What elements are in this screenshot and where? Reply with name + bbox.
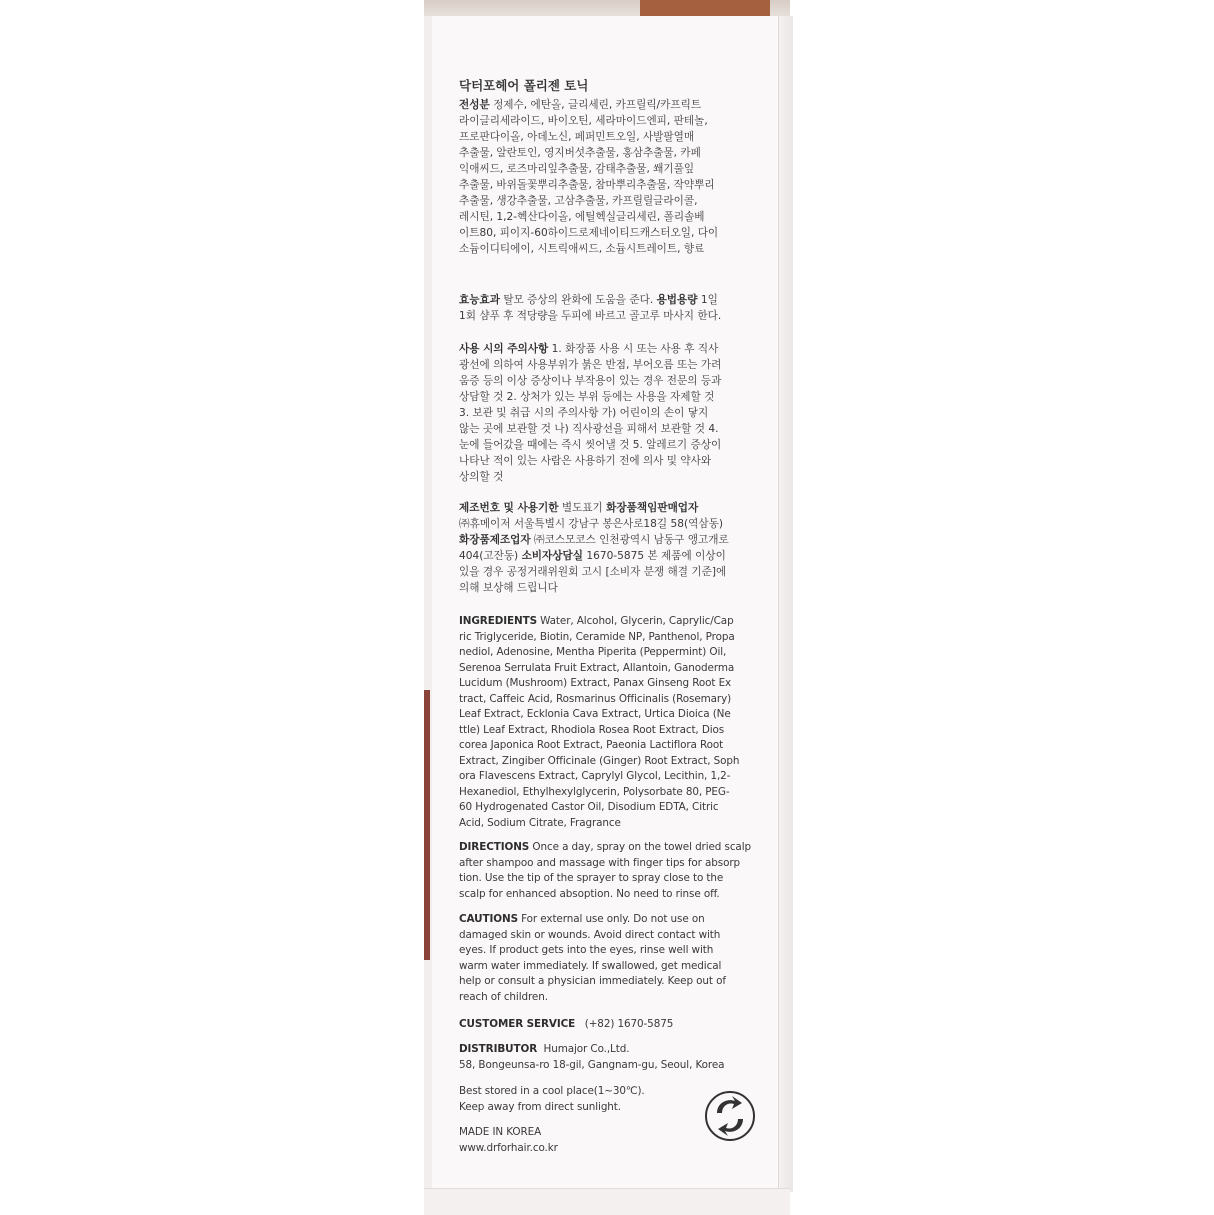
english-directions-first: Once a day, spray on the towel dried scalp xyxy=(532,841,751,853)
customer-service-line xyxy=(459,1017,761,1033)
english-directions-label: DIRECTIONS xyxy=(459,841,530,853)
distributor-address: 58, Bongeunsa-ro 18-gil, Gangnam-gu, Seoul, Korea xyxy=(459,1058,725,1071)
website-text: www.drforhair.co.kr xyxy=(459,1141,558,1154)
korean-ingredients-text: 정제수, 에탄올, 글리세린, 카프릴릭/카프릭트 라이글리세라이드, 바이오틴, 세라마이드엔피, 판테놀, 프로판다이올, 아데노신, 페퍼민트오일, 사발팔열매 추출물, 알란토인, 영지버섯추출물, 홍삼추출물, 카페 익애씨드, 로즈마리잎추출물, 감태추출물, 쐐기풀잎 추출물, 바위돌꽃뿌리추출물, 참마뿌리추출물, 작약뿌리 추출물, 생강추출물, 고삼추출물, 카프릴릴글라이콜, 레시틴, 1,2-헥산다이올, 에틸헥실글리세린, 폴리솔베 이트80, 피이지-60하이드로제네이티드캐스터오일, 다이 소듐이디티에이, 시트릭애씨드, 소듐시트레이트, 향료 xyxy=(459,99,719,255)
korean-lot-label: 제조번호 및 사용기한 xyxy=(459,502,559,514)
korean-usage-label: 용법용량 xyxy=(656,294,698,306)
korean-cautions-block xyxy=(459,341,761,485)
korean-cautions-text: 광선에 의하여 사용부위가 붉은 반점, 부어오름 또는 가려 움증 등의 이상 증상이나 부작용이 있는 경우 전문의 등과 상담할 것 2. 상처가 있는 부위 등에는 사용을 자제할 것 3. 보관 및 취급 시의 주의사항 가) 어린이의 손이 닿지 않는 곳에 보관할 것 나) 직사광선을 피해서 보관할 것 4. 눈에 들어갔을 때에는 즉시 씻어낼 것 5. 알레르기 증상이 나타난 적이 있는 사람은 사용하기 전에 의사 및 약사와 상의할 것 xyxy=(459,359,722,483)
english-directions-text: after shampoo and massage with finger tips for absorp tion. Use the tip of the sprayer to spray close to the scalp for enhanced absoption. No need to rinse off. xyxy=(459,856,741,900)
made-in-text: MADE IN KOREA xyxy=(459,1126,542,1138)
distributor-name: Humajor Co.,Ltd. xyxy=(543,1043,630,1055)
korean-consumer-label: 소비자상담실 xyxy=(521,550,583,562)
distributor-label: DISTRIBUTOR xyxy=(459,1043,538,1055)
box-right-side-panel xyxy=(778,16,793,1192)
recycle-symbol-icon xyxy=(703,1089,757,1143)
korean-usage-first: 1일 xyxy=(700,294,718,306)
storage-line-1: Best stored in a cool place(1~30℃). xyxy=(459,1085,645,1097)
korean-company-block xyxy=(459,500,761,596)
korean-maker-text: ㈜코스모코스 인천광역시 남동구 앵고개로 xyxy=(534,534,729,546)
korean-ingredients-label: 전성분 xyxy=(459,99,490,111)
english-ingredients-text: ric Triglyceride, Biotin, Ceramide NP, Panthenol, Propa nediol, Adenosine, Mentha Piperita (Peppermint) Oil, Serenoa Serrulata Fruit Extract, Allantoin, Ganoderma Lucidum (Mushroom) Extract, Panax Ginseng Root Ex tract, Caffeic Acid, Rosmarinus Officinalis (Rosemary) Leaf Extract, Ecklonia Cava Extract, Urtica Dioica (Ne ttle) Leaf Extract, Rhodiola Rosea Root Extract, Dios corea Japonica Root Extract, Paeonia Lactiflora Root Extract, Zingiber Officinale (Ginger) Root Extract, Soph ora Flavescens Extract, Caprylyl Glycol, Lecithin, 1,2- Hexanediol, Ethylhexylglycerin, Polysorbate 80, PEG- 60 Hydrogenated Castor Oil, Disodium EDTA, Citric Acid, Sodium Citrate, Fragrance xyxy=(459,630,740,829)
korean-consumer-rest: 있을 경우 공정거래위원회 고시 [소비자 분쟁 해결 기준]에 의해 보상해 드립니다 xyxy=(459,566,727,594)
box-left-accent-stripe xyxy=(424,690,430,960)
distributor-block xyxy=(459,1042,761,1073)
korean-consumer-text: 1670-5875 본 제품에 이상이 xyxy=(586,550,726,562)
korean-seller-label: 화장품책임판매업자 xyxy=(606,502,699,514)
korean-maker-address: 404(고잔동) xyxy=(459,550,519,562)
english-cautions-label: CAUTIONS xyxy=(459,913,518,925)
korean-efficacy-label: 효능효과 xyxy=(459,294,500,306)
box-bottom-edge xyxy=(424,1188,790,1215)
korean-efficacy-block xyxy=(459,292,761,324)
customer-service-label: CUSTOMER SERVICE xyxy=(459,1018,576,1030)
english-cautions-first: For external use only. Do not use on xyxy=(521,913,705,925)
storage-line-2: Keep away from direct sunlight. xyxy=(459,1100,621,1113)
korean-usage-text: 1회 샴푸 후 적당량을 두피에 바르고 골고루 마사지 한다. xyxy=(459,310,722,322)
english-cautions-block xyxy=(459,912,761,1005)
korean-ingredients-block xyxy=(459,97,761,257)
customer-service-phone: (+82) 1670-5875 xyxy=(584,1018,674,1030)
korean-maker-label: 화장품제조업자 xyxy=(459,534,531,546)
english-ingredients-block xyxy=(459,614,761,831)
english-ingredients-label: INGREDIENTS xyxy=(459,615,537,627)
korean-cautions-first: 1. 화장품 사용 시 또는 사용 후 직사 xyxy=(551,343,719,355)
english-ingredients-first: Water, Alcohol, Glycerin, Caprylic/Cap xyxy=(540,615,734,627)
korean-seller-text: ㈜휴메이저 서울특별시 강남구 봉은사로18길 58(역삼동) xyxy=(459,518,723,530)
product-name-korean: 닥터포헤어 폴리젠 토닉 xyxy=(459,78,589,93)
english-directions-block xyxy=(459,840,761,902)
english-cautions-text: damaged skin or wounds. Avoid direct contact with eyes. If product gets into the eyes, rinse well with warm water immediately. If swallowed, get medical help or consult a physician immediately. Keep out of reach of children. xyxy=(459,928,726,1003)
korean-lot-text: 별도표기 xyxy=(561,502,603,514)
korean-cautions-label: 사용 시의 주의사항 xyxy=(459,343,549,355)
korean-efficacy-text: 탈모 증상의 완화에 도움을 준다. xyxy=(503,294,654,306)
